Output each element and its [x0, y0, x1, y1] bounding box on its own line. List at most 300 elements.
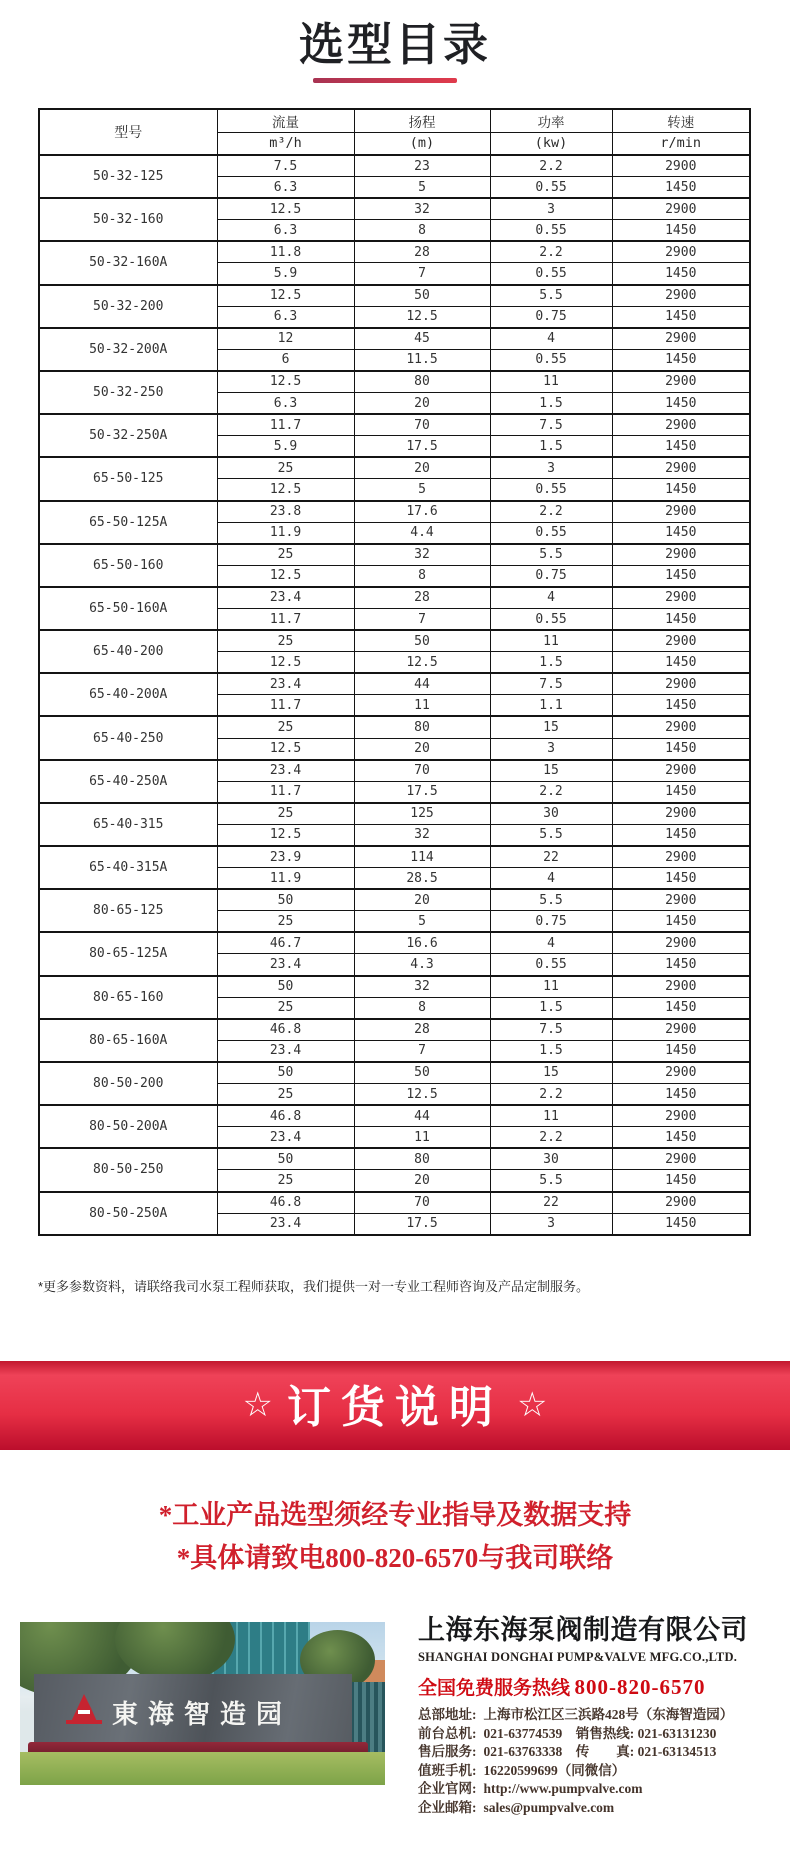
- head-cell: 20: [354, 457, 490, 479]
- flow-cell: 23.4: [217, 954, 354, 976]
- speed-cell: 2900: [612, 1019, 750, 1041]
- head-cell: 17.6: [354, 501, 490, 523]
- table-row: [39, 673, 750, 695]
- model-cell: 50-32-250: [39, 371, 217, 414]
- power-cell: 5.5: [490, 1170, 612, 1192]
- model-cell: 65-40-250A: [39, 760, 217, 803]
- company-info: [418, 1608, 774, 1818]
- flow-cell: 25: [217, 803, 354, 825]
- power-cell: 5.5: [490, 889, 612, 911]
- photo-sign-text: 東海智造园: [112, 1699, 293, 1729]
- unit-power: (kw): [490, 132, 612, 155]
- head-cell: 32: [354, 976, 490, 998]
- flow-cell: 6.3: [217, 306, 354, 328]
- speed-cell: 2900: [612, 544, 750, 566]
- head-cell: 8: [354, 565, 490, 587]
- table-row: [39, 501, 750, 523]
- table-row: [39, 1192, 750, 1214]
- table-row: [39, 889, 750, 911]
- table-row: [39, 1019, 750, 1041]
- head-cell: 12.5: [354, 1084, 490, 1106]
- order-note-line: *具体请致电800-820-6570与我司联络: [176, 1543, 614, 1573]
- contact-list: [418, 1706, 774, 1818]
- contact-value: 16220599699（同微信）: [483, 1762, 626, 1778]
- power-cell: 30: [490, 803, 612, 825]
- model-cell: 80-50-200: [39, 1062, 217, 1105]
- photo-lawn: [20, 1752, 385, 1785]
- flow-cell: 7.5: [217, 155, 354, 177]
- table-row: [39, 803, 750, 825]
- table-row: [39, 1105, 750, 1127]
- model-cell: 80-50-200A: [39, 1105, 217, 1148]
- contact-label: 售后服务:: [418, 1744, 477, 1760]
- power-cell: 3: [490, 1213, 612, 1235]
- speed-cell: 1450: [612, 479, 750, 501]
- power-cell: 30: [490, 1148, 612, 1170]
- speed-cell: 2900: [612, 501, 750, 523]
- table-row: [39, 716, 750, 738]
- power-cell: 2.2: [490, 241, 612, 263]
- head-cell: 28.5: [354, 868, 490, 890]
- flow-cell: 46.8: [217, 1192, 354, 1214]
- head-cell: 5: [354, 177, 490, 199]
- table-row: [39, 846, 750, 868]
- speed-cell: 1450: [612, 1084, 750, 1106]
- head-cell: 4.4: [354, 522, 490, 544]
- speed-cell: 1450: [612, 393, 750, 415]
- power-cell: 22: [490, 846, 612, 868]
- power-cell: 3: [490, 198, 612, 220]
- order-notes: [0, 1494, 790, 1580]
- head-cell: 11: [354, 1127, 490, 1149]
- order-banner-title: [0, 1361, 790, 1452]
- table-row: [39, 285, 750, 307]
- col-header-head: 扬程: [354, 109, 490, 132]
- head-cell: 32: [354, 544, 490, 566]
- photo-sign-wall: [34, 1674, 352, 1746]
- speed-cell: 1450: [612, 868, 750, 890]
- flow-cell: 11.9: [217, 868, 354, 890]
- flow-cell: 23.4: [217, 1127, 354, 1149]
- contact-value: sales@pumpvalve.com: [483, 1799, 615, 1815]
- head-cell: 7: [354, 263, 490, 285]
- power-cell: 2.2: [490, 501, 612, 523]
- flow-cell: 12.5: [217, 824, 354, 846]
- head-cell: 20: [354, 889, 490, 911]
- speed-cell: 2900: [612, 1105, 750, 1127]
- speed-cell: 2900: [612, 1192, 750, 1214]
- contact-value: 021-63763338 传 真: 021-63134513: [483, 1744, 717, 1760]
- power-cell: 3: [490, 738, 612, 760]
- model-cell: 50-32-125: [39, 155, 217, 198]
- head-cell: 50: [354, 1062, 490, 1084]
- model-cell: 50-32-200A: [39, 328, 217, 371]
- star-icon: ☆: [517, 1386, 548, 1424]
- flow-cell: 11.7: [217, 695, 354, 717]
- flow-cell: 12.5: [217, 479, 354, 501]
- donghai-logo-icon: [64, 1690, 104, 1733]
- contact-label: 总部地址:: [418, 1707, 477, 1722]
- head-cell: 44: [354, 673, 490, 695]
- speed-cell: 2900: [612, 414, 750, 436]
- speed-cell: 1450: [612, 522, 750, 544]
- speed-cell: 2900: [612, 457, 750, 479]
- head-cell: 32: [354, 824, 490, 846]
- head-cell: 5: [354, 479, 490, 501]
- flow-cell: 23.4: [217, 1213, 354, 1235]
- head-cell: 17.5: [354, 781, 490, 803]
- table-row: [39, 760, 750, 782]
- table-row: [39, 1062, 750, 1084]
- power-cell: 0.55: [490, 479, 612, 501]
- table-row: [39, 587, 750, 609]
- contact-value: http://www.pumpvalve.com: [483, 1781, 643, 1797]
- power-cell: 4: [490, 328, 612, 350]
- selection-table-container: [38, 108, 751, 1236]
- head-cell: 125: [354, 803, 490, 825]
- service-hotline: [418, 1673, 774, 1700]
- speed-cell: 1450: [612, 695, 750, 717]
- speed-cell: 1450: [612, 306, 750, 328]
- contact-value: 上海市松江区三浜路428号（东海智造园）: [483, 1707, 734, 1722]
- flow-cell: 23.8: [217, 501, 354, 523]
- power-cell: 0.55: [490, 522, 612, 544]
- table-row: [39, 155, 750, 177]
- model-cell: 80-65-125A: [39, 932, 217, 975]
- speed-cell: 1450: [612, 1170, 750, 1192]
- col-header-power: 功率: [490, 109, 612, 132]
- flow-cell: 25: [217, 716, 354, 738]
- head-cell: 70: [354, 1192, 490, 1214]
- contact-label: 值班手机:: [418, 1762, 477, 1778]
- head-cell: 5: [354, 911, 490, 933]
- model-cell: 80-65-160A: [39, 1019, 217, 1062]
- speed-cell: 1450: [612, 1040, 750, 1062]
- flow-cell: 11.7: [217, 414, 354, 436]
- speed-cell: 2900: [612, 1062, 750, 1084]
- speed-cell: 1450: [612, 781, 750, 803]
- unit-head: (m): [354, 132, 490, 155]
- power-cell: 2.2: [490, 1084, 612, 1106]
- flow-cell: 25: [217, 997, 354, 1019]
- model-cell: 65-50-125A: [39, 501, 217, 544]
- flow-cell: 23.9: [217, 846, 354, 868]
- power-cell: 0.55: [490, 954, 612, 976]
- speed-cell: 2900: [612, 285, 750, 307]
- power-cell: 0.55: [490, 263, 612, 285]
- power-cell: 15: [490, 716, 612, 738]
- flow-cell: 6: [217, 349, 354, 371]
- table-row: [39, 457, 750, 479]
- selection-table: [38, 108, 751, 1236]
- table-row: [39, 414, 750, 436]
- power-cell: 1.5: [490, 436, 612, 458]
- model-cell: 50-32-250A: [39, 414, 217, 457]
- star-icon: ☆: [242, 1386, 273, 1424]
- col-header-model: 型号: [39, 109, 217, 155]
- power-cell: 15: [490, 760, 612, 782]
- model-cell: 65-40-250: [39, 716, 217, 759]
- model-cell: 50-32-160: [39, 198, 217, 241]
- model-cell: 65-40-315: [39, 803, 217, 846]
- speed-cell: 1450: [612, 177, 750, 199]
- contact-line-email: [418, 1799, 774, 1818]
- model-cell: 65-50-160: [39, 544, 217, 587]
- catalog-table-body: [39, 155, 750, 1235]
- contact-line-front-desk: [418, 1725, 774, 1744]
- power-cell: 11: [490, 1105, 612, 1127]
- contact-label: 企业邮箱:: [418, 1799, 477, 1815]
- speed-cell: 2900: [612, 976, 750, 998]
- contact-line-after-sales: [418, 1743, 774, 1762]
- head-cell: 28: [354, 1019, 490, 1041]
- speed-cell: 2900: [612, 328, 750, 350]
- flow-cell: 25: [217, 630, 354, 652]
- table-row: [39, 1148, 750, 1170]
- flow-cell: 50: [217, 1148, 354, 1170]
- model-cell: 50-32-160A: [39, 241, 217, 284]
- power-cell: 7.5: [490, 673, 612, 695]
- power-cell: 11: [490, 976, 612, 998]
- contact-label: 企业官网:: [418, 1781, 477, 1797]
- page-title: 选型目录: [298, 19, 491, 70]
- power-cell: 1.5: [490, 393, 612, 415]
- contact-line-mobile: [418, 1762, 774, 1781]
- head-cell: 23: [354, 155, 490, 177]
- footnote: *更多参数资料，请联络我司水泵工程师获取，我们提供一对一专业工程师咨询及产品定制服务。: [38, 1279, 590, 1294]
- head-cell: 45: [354, 328, 490, 350]
- order-note-line: *工业产品选型须经专业指导及数据支持: [158, 1500, 632, 1530]
- company-name-cn: 上海东海泵阀制造有限公司: [418, 1615, 748, 1645]
- power-cell: 4: [490, 868, 612, 890]
- power-cell: 7.5: [490, 414, 612, 436]
- power-cell: 0.55: [490, 177, 612, 199]
- table-row: [39, 976, 750, 998]
- table-row: [39, 371, 750, 393]
- flow-cell: 23.4: [217, 760, 354, 782]
- head-cell: 50: [354, 285, 490, 307]
- header-row: [39, 109, 750, 132]
- power-cell: 11: [490, 371, 612, 393]
- head-cell: 114: [354, 846, 490, 868]
- head-cell: 50: [354, 630, 490, 652]
- col-header-speed: 转速: [612, 109, 750, 132]
- power-cell: 1.5: [490, 652, 612, 674]
- model-cell: 65-50-160A: [39, 587, 217, 630]
- model-cell: 80-50-250A: [39, 1192, 217, 1235]
- company-name-en: SHANGHAI DONGHAI PUMP&VALVE MFG.CO.,LTD.: [418, 1650, 738, 1664]
- flow-cell: 12.5: [217, 198, 354, 220]
- power-cell: 0.75: [490, 565, 612, 587]
- flow-cell: 23.4: [217, 587, 354, 609]
- speed-cell: 1450: [612, 565, 750, 587]
- flow-cell: 25: [217, 911, 354, 933]
- hotline-number: 800-820-6570: [574, 1675, 706, 1699]
- head-cell: 20: [354, 393, 490, 415]
- flow-cell: 50: [217, 1062, 354, 1084]
- speed-cell: 2900: [612, 630, 750, 652]
- speed-cell: 2900: [612, 932, 750, 954]
- flow-cell: 11.9: [217, 522, 354, 544]
- speed-cell: 2900: [612, 1148, 750, 1170]
- contact-label: 前台总机:: [418, 1725, 477, 1741]
- flow-cell: 12: [217, 328, 354, 350]
- col-header-flow: 流量: [217, 109, 354, 132]
- head-cell: 80: [354, 371, 490, 393]
- company-photo: [20, 1622, 385, 1785]
- speed-cell: 1450: [612, 911, 750, 933]
- flow-cell: 6.3: [217, 177, 354, 199]
- speed-cell: 1450: [612, 349, 750, 371]
- speed-cell: 2900: [612, 716, 750, 738]
- speed-cell: 2900: [612, 371, 750, 393]
- flow-cell: 23.4: [217, 673, 354, 695]
- model-cell: 80-65-160: [39, 976, 217, 1019]
- head-cell: 28: [354, 587, 490, 609]
- speed-cell: 2900: [612, 155, 750, 177]
- power-cell: 0.55: [490, 220, 612, 242]
- power-cell: 5.5: [490, 544, 612, 566]
- flow-cell: 46.8: [217, 1019, 354, 1041]
- speed-cell: 1450: [612, 954, 750, 976]
- head-cell: 7: [354, 1040, 490, 1062]
- power-cell: 5.5: [490, 824, 612, 846]
- power-cell: 1.5: [490, 1040, 612, 1062]
- power-cell: 0.75: [490, 911, 612, 933]
- speed-cell: 2900: [612, 673, 750, 695]
- speed-cell: 1450: [612, 220, 750, 242]
- speed-cell: 2900: [612, 803, 750, 825]
- model-cell: 80-65-125: [39, 889, 217, 932]
- contact-line-website: [418, 1780, 774, 1799]
- head-cell: 70: [354, 414, 490, 436]
- speed-cell: 1450: [612, 1213, 750, 1235]
- head-cell: 8: [354, 220, 490, 242]
- model-cell: 80-50-250: [39, 1148, 217, 1191]
- head-cell: 12.5: [354, 306, 490, 328]
- head-cell: 7: [354, 608, 490, 630]
- head-cell: 20: [354, 1170, 490, 1192]
- table-row: [39, 544, 750, 566]
- power-cell: 0.75: [490, 306, 612, 328]
- flow-cell: 5.9: [217, 263, 354, 285]
- title-divider: [313, 78, 457, 83]
- model-cell: 65-40-200: [39, 630, 217, 673]
- power-cell: 5.5: [490, 285, 612, 307]
- speed-cell: 2900: [612, 241, 750, 263]
- speed-cell: 1450: [612, 436, 750, 458]
- unit-flow: m³/h: [217, 132, 354, 155]
- table-row: [39, 198, 750, 220]
- speed-cell: 1450: [612, 824, 750, 846]
- power-cell: 0.55: [490, 349, 612, 371]
- head-cell: 80: [354, 716, 490, 738]
- head-cell: 17.5: [354, 436, 490, 458]
- power-cell: 11: [490, 630, 612, 652]
- flow-cell: 12.5: [217, 738, 354, 760]
- flow-cell: 50: [217, 976, 354, 998]
- head-cell: 8: [354, 997, 490, 1019]
- speed-cell: 1450: [612, 738, 750, 760]
- model-cell: 50-32-200: [39, 285, 217, 328]
- speed-cell: 2900: [612, 889, 750, 911]
- power-cell: 4: [490, 587, 612, 609]
- speed-cell: 1450: [612, 1127, 750, 1149]
- table-row: [39, 932, 750, 954]
- flow-cell: 25: [217, 1170, 354, 1192]
- flow-cell: 12.5: [217, 565, 354, 587]
- flow-cell: 25: [217, 1084, 354, 1106]
- flow-cell: 5.9: [217, 436, 354, 458]
- table-row: [39, 241, 750, 263]
- flow-cell: 12.5: [217, 371, 354, 393]
- flow-cell: 11.7: [217, 608, 354, 630]
- speed-cell: 1450: [612, 997, 750, 1019]
- flow-cell: 11.8: [217, 241, 354, 263]
- head-cell: 28: [354, 241, 490, 263]
- hotline-label: 全国免费服务热线: [418, 1678, 571, 1699]
- order-banner-text: 订货说明: [287, 1383, 503, 1432]
- power-cell: 0.55: [490, 608, 612, 630]
- speed-cell: 2900: [612, 846, 750, 868]
- head-cell: 12.5: [354, 652, 490, 674]
- speed-cell: 2900: [612, 198, 750, 220]
- head-cell: 70: [354, 760, 490, 782]
- power-cell: 2.2: [490, 155, 612, 177]
- head-cell: 11: [354, 695, 490, 717]
- table-row: [39, 328, 750, 350]
- power-cell: 3: [490, 457, 612, 479]
- head-cell: 4.3: [354, 954, 490, 976]
- flow-cell: 46.7: [217, 932, 354, 954]
- contact-line-address: [418, 1706, 774, 1725]
- head-cell: 16.6: [354, 932, 490, 954]
- table-header: [39, 109, 750, 155]
- head-cell: 11.5: [354, 349, 490, 371]
- speed-cell: 2900: [612, 760, 750, 782]
- speed-cell: 1450: [612, 263, 750, 285]
- flow-cell: 25: [217, 544, 354, 566]
- head-cell: 20: [354, 738, 490, 760]
- contact-value: 021-63774539 销售热线: 021-63131230: [483, 1725, 717, 1741]
- table-row: [39, 630, 750, 652]
- model-cell: 65-40-200A: [39, 673, 217, 716]
- flow-cell: 50: [217, 889, 354, 911]
- order-banner: [0, 1361, 790, 1450]
- model-cell: 65-40-315A: [39, 846, 217, 889]
- power-cell: 2.2: [490, 1127, 612, 1149]
- unit-speed: r/min: [612, 132, 750, 155]
- head-cell: 32: [354, 198, 490, 220]
- head-cell: 17.5: [354, 1213, 490, 1235]
- speed-cell: 1450: [612, 608, 750, 630]
- model-cell: 65-50-125: [39, 457, 217, 500]
- speed-cell: 1450: [612, 652, 750, 674]
- power-cell: 4: [490, 932, 612, 954]
- head-cell: 44: [354, 1105, 490, 1127]
- power-cell: 2.2: [490, 781, 612, 803]
- flow-cell: 6.3: [217, 220, 354, 242]
- flow-cell: 12.5: [217, 285, 354, 307]
- flow-cell: 12.5: [217, 652, 354, 674]
- power-cell: 1.1: [490, 695, 612, 717]
- flow-cell: 25: [217, 457, 354, 479]
- power-cell: 1.5: [490, 997, 612, 1019]
- flow-cell: 23.4: [217, 1040, 354, 1062]
- power-cell: 22: [490, 1192, 612, 1214]
- power-cell: 7.5: [490, 1019, 612, 1041]
- head-cell: 80: [354, 1148, 490, 1170]
